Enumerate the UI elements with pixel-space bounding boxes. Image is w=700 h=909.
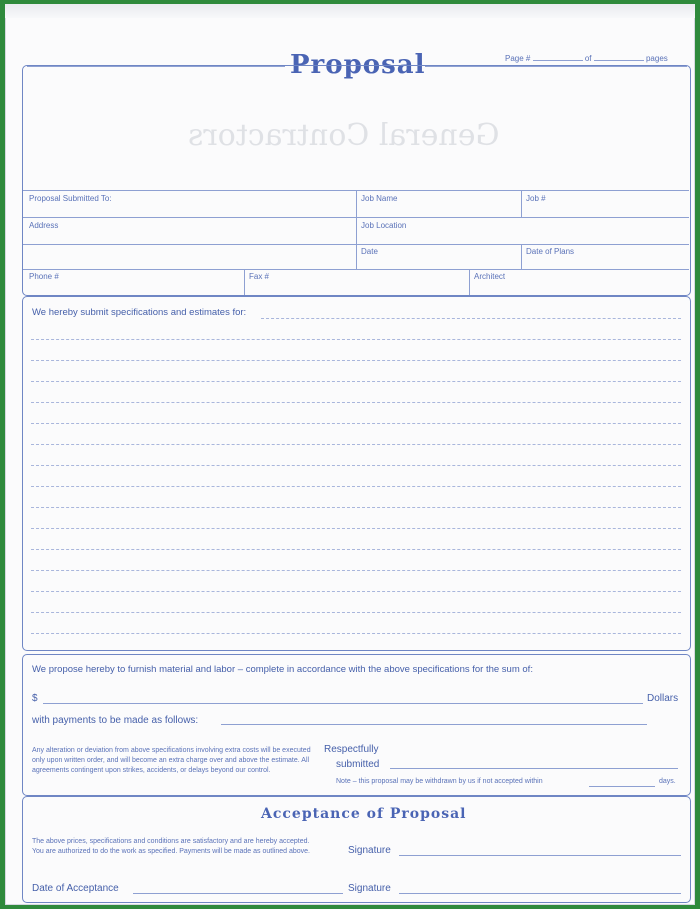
address-label: Address <box>29 221 59 230</box>
proposal-submitted-to-label: Proposal Submitted To: <box>29 194 112 203</box>
days-label: days. <box>659 778 676 785</box>
specifications-intro: We hereby submit specifications and estimates for: <box>32 307 247 318</box>
signature-2-label: Signature <box>348 883 391 894</box>
fax-label: Fax # <box>249 272 270 281</box>
payments-line[interactable] <box>221 724 647 725</box>
top-edge-stripe <box>5 4 695 18</box>
withdrawal-note: Note – this proposal may be withdrawn by us if not accepted within <box>336 778 543 785</box>
page-number-label: Page # of pages <box>505 54 668 63</box>
signature-2-line[interactable] <box>399 893 681 894</box>
acceptance-box <box>22 796 691 903</box>
phone-label: Phone # <box>29 272 59 281</box>
acceptance-text: The above prices, specifications and conditions are satisfactory and are hereby accepted. You are authorized to do the work as specified. Payments will be made as outlined above. <box>32 838 310 855</box>
date-of-plans-label: Date of Plans <box>526 247 575 256</box>
job-name-label: Job Name <box>361 194 398 203</box>
form-title: Proposal <box>290 50 426 80</box>
days-line[interactable] <box>589 786 655 787</box>
pricing-intro: We propose hereby to furnish material and labor – complete in accordance with the above specifications for the sum of: <box>32 664 533 675</box>
job-location-label: Job Location <box>361 221 407 230</box>
signature-1-line[interactable] <box>399 855 681 856</box>
submitted-label: submitted <box>336 759 380 770</box>
specifications-box <box>22 296 691 651</box>
acceptance-title: Acceptance of Proposal <box>261 806 467 822</box>
date-label: Date <box>361 247 378 256</box>
watermark-text: General Contractors <box>188 118 500 153</box>
date-of-acceptance-line[interactable] <box>133 893 343 894</box>
signature-1-label: Signature <box>348 845 391 856</box>
sum-line[interactable] <box>43 703 643 704</box>
header-info-box <box>22 65 691 296</box>
alteration-disclaimer: Any alteration or deviation from above specifications involving extra costs will be executed only upon written order, and will become an extra charge over and above the estimate. All agreements contingent upon strikes, accidents, or delays beyond our control. <box>32 747 311 774</box>
dollars-label: Dollars <box>647 693 679 704</box>
date-of-acceptance-label: Date of Acceptance <box>32 883 119 894</box>
architect-label: Architect <box>474 272 506 281</box>
dollar-sign: $ <box>32 693 38 704</box>
respectfully-label: Respectfully <box>324 744 379 755</box>
payments-label: with payments to be made as follows: <box>32 715 199 726</box>
pricing-box <box>22 654 691 796</box>
submitted-signature-line[interactable] <box>390 768 678 769</box>
job-number-label: Job # <box>526 194 546 203</box>
proposal-form-sheet <box>5 4 695 905</box>
